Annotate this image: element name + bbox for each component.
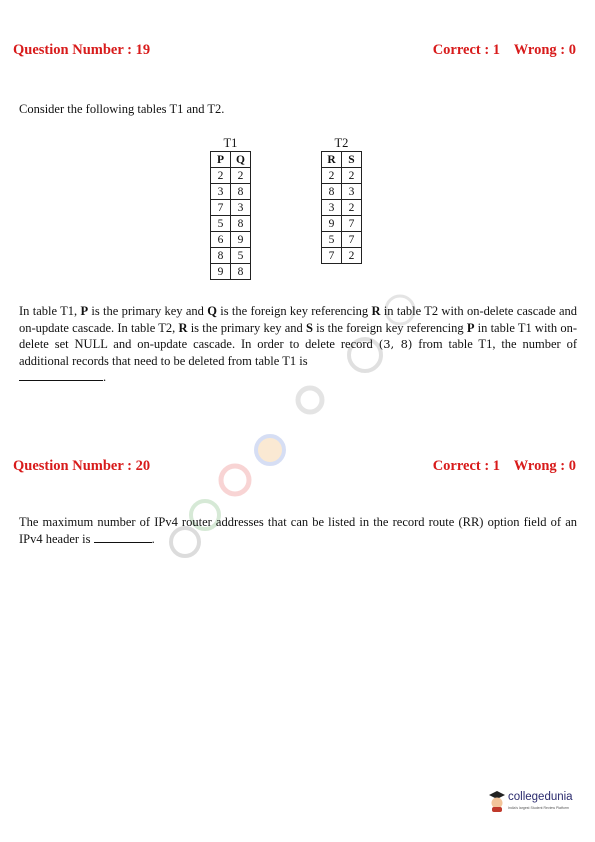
table-cell: 6 — [211, 232, 231, 248]
question-19-correct: Correct : 1 — [432, 42, 501, 58]
graduate-mascot-icon — [488, 790, 506, 812]
table-row — [211, 248, 251, 264]
table-t1-caption: T1 — [223, 136, 238, 150]
table-cell: 9 — [231, 232, 251, 248]
table-cell: 8 — [231, 184, 251, 200]
table-row — [322, 232, 362, 248]
table-cell: 2 — [342, 248, 362, 264]
table-cell: 2 — [342, 200, 362, 216]
table-row — [322, 200, 362, 216]
question-20-correct: Correct : 1 — [432, 458, 501, 474]
table-t1-grid — [210, 151, 251, 280]
table-cell: 2 — [322, 168, 342, 184]
question-text-segment: is the primary key and — [187, 320, 306, 335]
table-header-row — [322, 152, 362, 168]
table-cell: 9 — [211, 264, 231, 280]
table-row — [211, 184, 251, 200]
question-text-bold: Q — [207, 304, 217, 318]
table-cell: 7 — [322, 248, 342, 264]
table-cell: 9 — [322, 216, 342, 232]
table-cell: 2 — [231, 168, 251, 184]
table-row — [322, 184, 362, 200]
table-cell: 8 — [231, 264, 251, 280]
question-text-bold: R — [178, 320, 188, 335]
question-text-segment: is the foreign key referencing — [312, 320, 467, 335]
question-19-text — [19, 303, 577, 386]
table-cell: 3 — [342, 184, 362, 200]
table-cell: 8 — [231, 216, 251, 232]
table-row — [322, 248, 362, 264]
table-cell: 2 — [211, 168, 231, 184]
question-text-segment: The maximum number of IPv4 router addresses that can be listed in the record route (RR) option field of an IPv4 header is — [19, 515, 577, 546]
question-19-end: . — [103, 370, 107, 384]
table-t1 — [210, 136, 251, 280]
table-row — [322, 216, 362, 232]
logo-tagline: India's largest Student Review Platform — [508, 806, 569, 810]
table-cell: 2 — [342, 168, 362, 184]
table-cell: 3 — [322, 200, 342, 216]
table-row — [211, 200, 251, 216]
table-cell: 5 — [322, 232, 342, 248]
table-cell: 3 — [211, 184, 231, 200]
question-19-wrong: Wrong : 0 — [513, 42, 576, 58]
table-header-cell: P — [211, 152, 231, 168]
question-19-score — [433, 42, 576, 59]
table-t2 — [321, 136, 362, 264]
question-20-score — [433, 458, 576, 475]
table-row — [211, 168, 251, 184]
question-text-segment: from table T1, the number of additional records that need to be deleted from table T1 is — [19, 337, 577, 368]
table-header-cell: Q — [231, 152, 251, 168]
table-header-row — [211, 152, 251, 168]
question-20-title: Question Number : 20 — [13, 458, 151, 474]
collegedunia-logo — [488, 790, 580, 820]
logo-name: collegedunia — [508, 791, 573, 803]
table-t2-grid — [321, 151, 362, 264]
table-row — [211, 216, 251, 232]
question-20-header — [13, 458, 576, 475]
question-19-intro: Consider the following tables T1 and T2. — [19, 102, 225, 116]
answer-blank — [19, 369, 103, 381]
question-19-title: Question Number : 19 — [13, 42, 151, 58]
question-text-bold: P — [466, 320, 475, 335]
table-row — [211, 264, 251, 280]
table-t2-caption: T2 — [334, 136, 349, 150]
question-20-wrong: Wrong : 0 — [513, 458, 576, 474]
table-cell: 7 — [211, 200, 231, 216]
table-header-cell: R — [322, 152, 342, 168]
question-text-segment: is the primary key and — [88, 304, 208, 318]
table-row — [211, 232, 251, 248]
table-cell: 7 — [342, 216, 362, 232]
question-text-segment: in table T1 with on-delete set NULL and on-update cascade. In order to delete record — [19, 320, 578, 351]
answer-blank — [94, 531, 152, 543]
question-19-header — [13, 42, 576, 59]
question-20-text — [19, 514, 577, 547]
table-cell: 8 — [211, 248, 231, 264]
record-tuple: (3, 8) — [378, 337, 413, 351]
question-20-end: . — [151, 531, 155, 546]
question-text-segment: In table T1, — [19, 304, 81, 318]
table-cell: 5 — [211, 216, 231, 232]
table-cell: 8 — [322, 184, 342, 200]
table-row — [322, 168, 362, 184]
table-cell: 5 — [231, 248, 251, 264]
question-text-segment: is the foreign key referencing — [216, 304, 372, 318]
question-text-bold: P — [80, 304, 89, 318]
question-text-bold: R — [371, 304, 381, 318]
table-cell: 3 — [231, 200, 251, 216]
question-text-segment: in table T2 with on-delete cascade and on-update cascade. In table T2, — [19, 304, 577, 335]
table-header-cell: S — [342, 152, 362, 168]
table-cell: 7 — [342, 232, 362, 248]
question-text-bold: S — [305, 320, 313, 335]
